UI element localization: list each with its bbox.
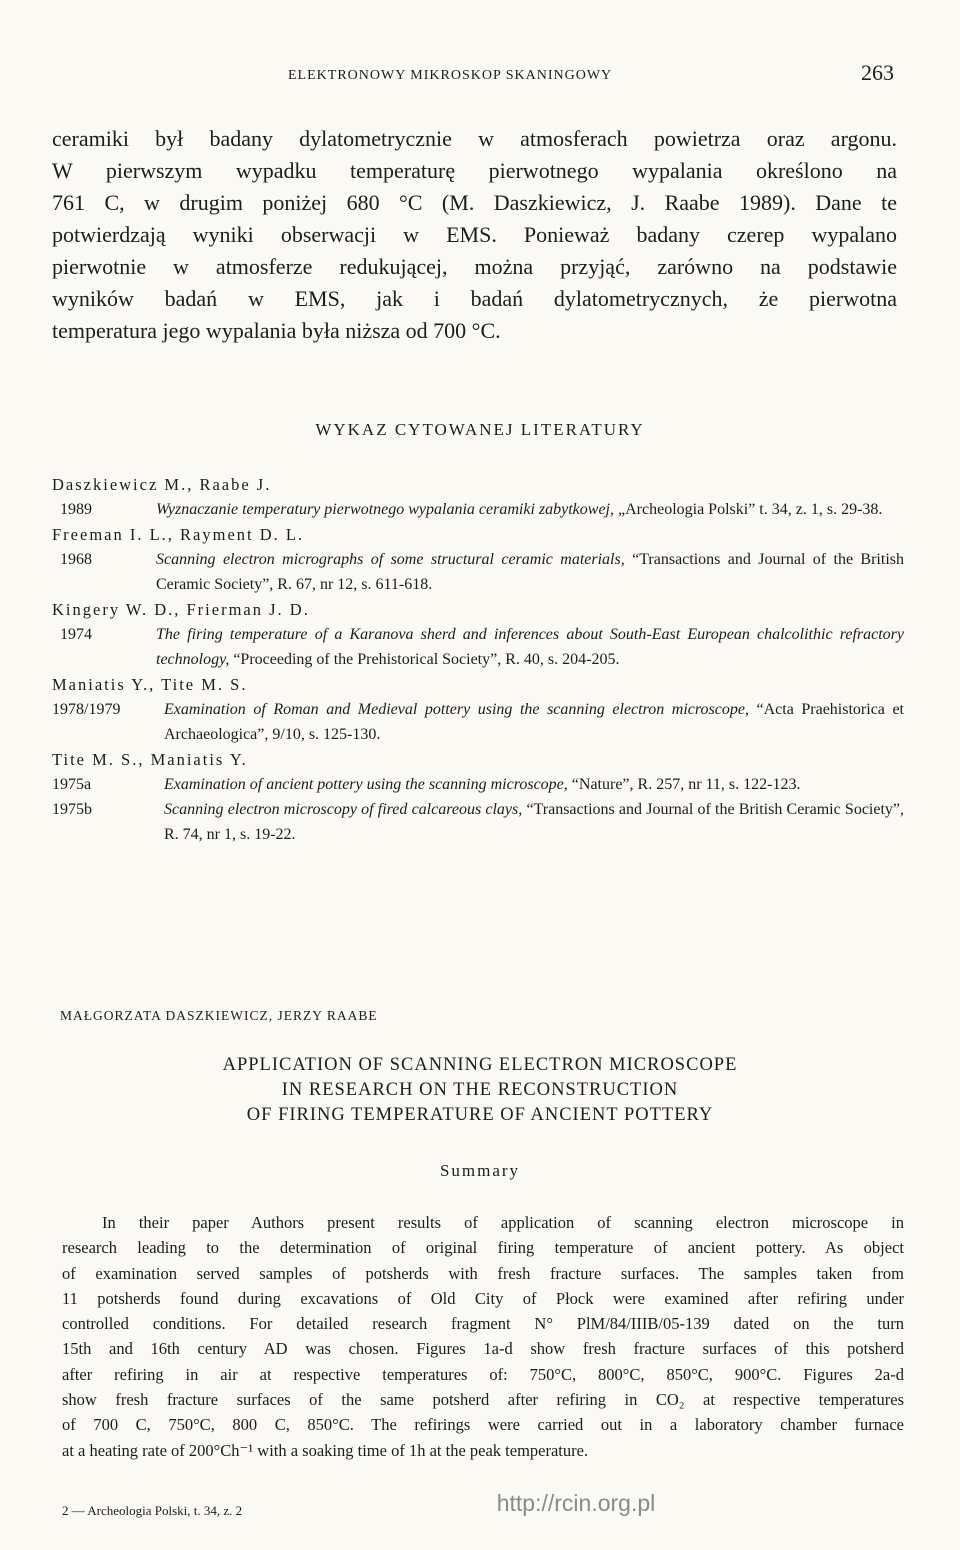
- summary-line: of examination served samples of potsherds with fresh fracture surfaces. The samples taken from: [62, 1263, 904, 1283]
- reference-year: 1989: [60, 501, 92, 518]
- reference-entry: [52, 622, 904, 672]
- bibliography-list: [52, 472, 904, 847]
- watermark-text: http://rcin.org.pl: [496, 1490, 656, 1516]
- reference-source: “Nature”, R. 257, nr 11, s. 122-123.: [571, 776, 801, 793]
- reference-author: Maniatis Y., Tite M. S.: [52, 675, 248, 694]
- intro-line: 761 C, w drugim poniżej 680 °C (M. Daszkiewicz, J. Raabe 1989). Dane te: [52, 190, 897, 215]
- summary-line: research leading to the determination of original firing temperature of ancient pottery. As object: [62, 1238, 904, 1258]
- reference-title: Scanning electron micrographs of some structural ceramic materials,: [156, 551, 625, 568]
- reference-source: “Acta Praehistorica et Archaeologica”, 9/10, s. 125-130.: [164, 701, 905, 743]
- intro-paragraph: [52, 123, 897, 347]
- reference-year: 1975a: [52, 776, 92, 793]
- summary-line: show fresh fracture surfaces of the same potsherd after refiring in CO₂ at respective temperatures: [62, 1390, 904, 1410]
- reference-entry: [52, 797, 904, 847]
- summary-line: In their paper Authors present results of application of scanning electron microscope in: [102, 1213, 904, 1232]
- summary-line: of 700 C, 750°C, 800 C, 850°C. The refirings were carried out in a laboratory chamber furnace: [62, 1415, 904, 1435]
- summary-line: 11 potsherds found during excavations of Old City of Płock were examined after refiring under: [62, 1288, 904, 1308]
- intro-line: ceramiki był badany dylatometrycznie w atmosferach powietrza oraz argonu.: [52, 126, 897, 151]
- intro-line: pierwotnie w atmosferze redukującej, można przyjąć, zarówno na podstawie: [52, 254, 897, 279]
- english-title: [0, 1053, 960, 1128]
- reference-source: „Archeologia Polski” t. 34, z. 1, s. 29-38.: [618, 501, 883, 518]
- reference-entry: [52, 697, 904, 747]
- reference-source: “Transactions and Journal of the British Ceramic Society”, R. 67, nr 12, s. 611-618.: [156, 551, 904, 593]
- summary-line: at a heating rate of 200°Ch⁻¹ with a soaking time of 1h at the peak temperature.: [62, 1440, 589, 1460]
- reference-entry: [52, 547, 904, 597]
- english-title-line: IN RESEARCH ON THE RECONSTRUCTION: [281, 1080, 679, 1100]
- reference-title: Examination of Roman and Medieval pottery using the scanning electron microscope,: [164, 701, 749, 718]
- intro-line: wyników badań w EMS, jak i badań dylatometrycznych, że pierwotna: [52, 286, 897, 311]
- footnote: 2 — Archeologia Polski, t. 34, z. 2: [62, 1503, 243, 1518]
- summary-line: controlled conditions. For detailed research fragment N° PlM/84/IIIB/05-139 dated on the turn: [62, 1314, 904, 1334]
- reference-title: Scanning electron microscopy of fired calcareous clays,: [164, 801, 523, 818]
- author-signature: MAŁGORZATA DASZKIEWICZ, JERZY RAABE: [60, 1008, 378, 1023]
- reference-year: 1968: [60, 551, 92, 568]
- summary-heading: Summary: [439, 1161, 521, 1180]
- reference-source: “Transactions and Journal of the British Ceramic Society”, R. 74, nr 1, s. 19-22.: [164, 801, 905, 843]
- intro-line: temperatura jego wypalania była niższa od 700 °C.: [52, 318, 501, 343]
- english-title-line: APPLICATION OF SCANNING ELECTRON MICROSCOPE: [222, 1055, 738, 1075]
- reference-year: 1978/1979: [52, 701, 121, 718]
- reference-title: The firing temperature of a Karanova sherd and inferences about South-East European chalcolithic refractory technology,: [156, 626, 904, 668]
- english-title-line: OF FIRING TEMPERATURE OF ANCIENT POTTERY: [246, 1105, 714, 1125]
- reference-author: Tite M. S., Maniatis Y.: [52, 750, 248, 769]
- reference-author: Kingery W. D., Frierman J. D.: [52, 600, 310, 619]
- source-watermark: [0, 1490, 960, 1517]
- intro-line: potwierdzają wyniki obserwacji w EMS. Ponieważ badany czerep wypalano: [52, 222, 897, 247]
- reference-entry: [52, 772, 904, 797]
- reference-author: Freeman I. L., Rayment D. L.: [52, 525, 305, 544]
- page-number: 263: [861, 60, 894, 85]
- running-head: ELEKTRONOWY MIKROSKOP SKANINGOWY: [288, 68, 613, 83]
- bibliography-heading: WYKAZ CYTOWANEJ LITERATURY: [315, 420, 645, 439]
- page-header: [60, 60, 900, 94]
- reference-entry: [52, 497, 904, 522]
- reference-year: 1974: [60, 626, 92, 643]
- intro-line: W pierwszym wypadku temperaturę pierwotnego wypalania określono na: [52, 158, 897, 183]
- reference-source: “Proceeding of the Prehistorical Society”, R. 40, s. 204-205.: [233, 651, 620, 668]
- reference-year: 1975b: [52, 801, 92, 818]
- summary-paragraph: [62, 1210, 904, 1463]
- reference-title: Examination of ancient pottery using the scanning microscope,: [164, 776, 568, 793]
- reference-title: Wyznaczanie temperatury pierwotnego wypalania ceramiki zabytkowej,: [156, 501, 614, 518]
- summary-line: after refiring in air at respective temperatures of: 750°C, 800°C, 850°C, 900°C. Figures 2a-d: [62, 1364, 904, 1384]
- reference-author: Daszkiewicz M., Raabe J.: [52, 475, 272, 494]
- summary-line: 15th and 16th century AD was chosen. Figures 1a-d show fresh fracture surfaces of this potsherd: [62, 1339, 904, 1359]
